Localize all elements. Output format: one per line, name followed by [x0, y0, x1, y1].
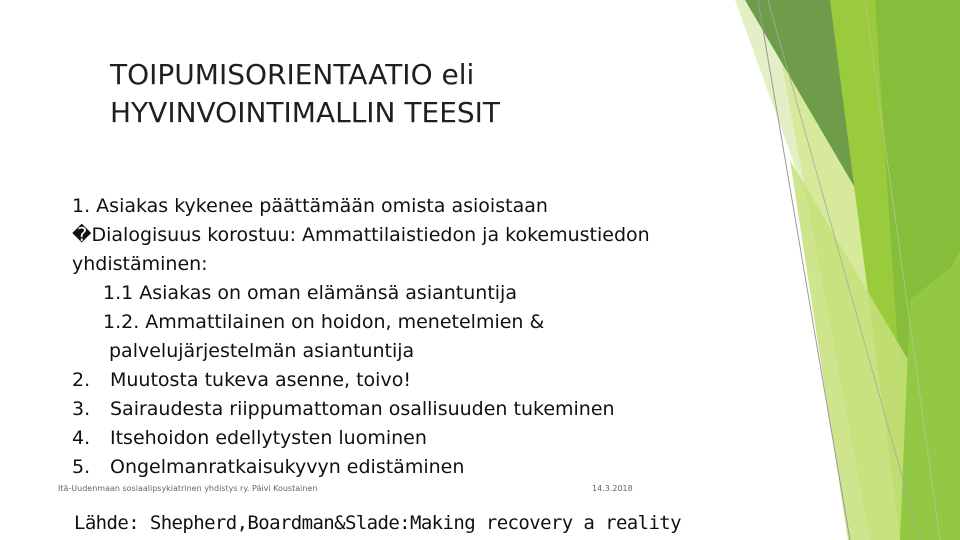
footer-date: 14.3.2018 — [592, 484, 633, 493]
list-number: 5. — [72, 456, 91, 478]
list-item — [72, 453, 772, 482]
list-number: 4. — [72, 427, 91, 449]
title-line-2: HYVINVOINTIMALLIN TEESIT — [110, 96, 501, 129]
list-item — [72, 395, 772, 424]
list-text: Sairaudesta riippumattoman osallisuuden tukeminen — [110, 398, 615, 420]
list-text: Muutosta tukeva asenne, toivo! — [110, 369, 411, 391]
list-item — [72, 366, 772, 395]
title-line-1: TOIPUMISORIENTAATIO eli — [110, 58, 475, 91]
source-citation: Lähde: Shepherd,Boardman&Slade:Making recovery a reality — [74, 512, 681, 534]
list-text: Ongelmanratkaisukyvyn edistäminen — [110, 456, 465, 478]
body-line-3: yhdistäminen: — [72, 253, 208, 275]
slide-title — [110, 56, 500, 132]
body-subitem-1-2-cont: palvelujärjestelmän asiantuntija — [109, 340, 415, 362]
body-line-1: 1. Asiakas kykenee päättämään omista asioistaan — [72, 195, 548, 217]
body-subitem-1-1: 1.1 Asiakas on oman elämänsä asiantuntija — [103, 282, 517, 304]
list-text: Itsehoidon edellytysten luominen — [110, 427, 427, 449]
body-line-2: �Dialogisuus korostuu: Ammattilaistiedon ja kokemustiedon — [72, 224, 650, 246]
list-number: 3. — [72, 398, 91, 420]
footer-organization: Itä-Uudenmaan sosiaalipsykiatrinen yhdistys ry. Päivi Koustainen — [58, 484, 318, 493]
list-number: 2. — [72, 369, 91, 391]
list-item — [72, 424, 772, 453]
slide-body — [72, 192, 772, 482]
body-subitem-1-2: 1.2. Ammattilainen on hoidon, menetelmien & — [103, 311, 545, 333]
